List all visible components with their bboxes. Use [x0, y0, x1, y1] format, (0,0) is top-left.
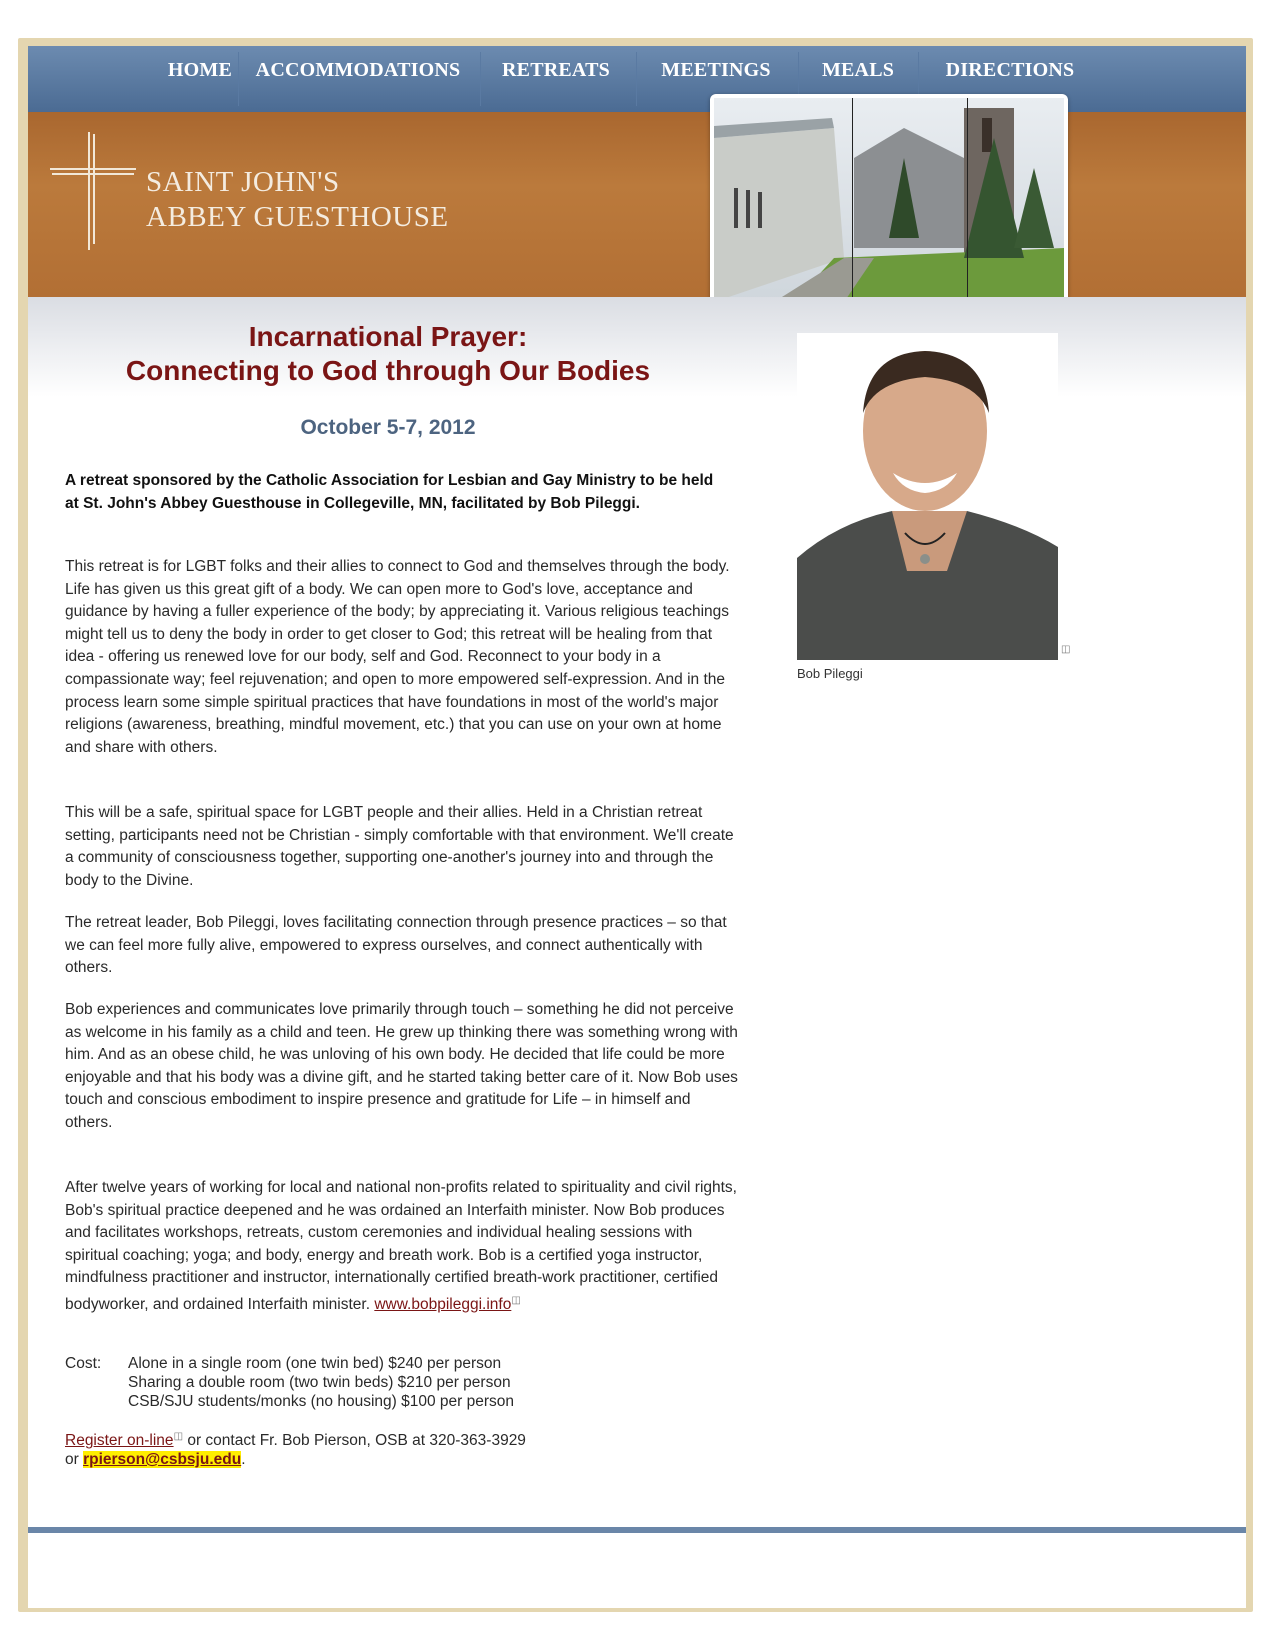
register-link[interactable]: Register on-line [65, 1432, 174, 1450]
paragraph-5-text: After twelve years of working for local and national non-profits related to spirituality and civil rights, Bob's spiritual practice deepened and he was ordained an Interfaith minister. Now Bob produces and facilitates workshops, retreats, custom ceremonies and individual healing sessions with spiritual coaching; yoga; and body, energy and breath work. Bob is a certified yoga instructor, mindfulness practitioner and instructor, internationally certified breath-work practitioner, certified bodyworker, and ordained Interfaith minister. [65, 1179, 737, 1314]
external-link-icon: ◫ [173, 1431, 184, 1442]
nav-accommodations[interactable]: ACCOMMODATIONS [255, 59, 461, 81]
paragraph-4: Bob experiences and communicates love primarily through touch – something he did not perceive as welcome in his family as a child and teen. He grew up thinking there was something wrong with him. And as an obese child, he was unloving of his own body. He decided that life could be more enjoyable and that his body was a divine gift, and he started taking better care of it. Now Bob uses touch and conscious embodiment to inspire presence and gratitude for Life – in himself and others. [65, 1001, 738, 1131]
website-link[interactable]: www.bobpileggi.info [374, 1296, 512, 1314]
photo-caption: Bob Pileggi [797, 666, 863, 681]
email-link[interactable]: rpierson@csbsju.edu [83, 1451, 242, 1468]
cost-line-students: CSB/SJU students/monks (no housing) $100 per person [128, 1393, 514, 1410]
nav-meals[interactable]: MEALS [821, 59, 895, 81]
contact-text: or contact Fr. Bob Pierson, OSB at 320-363-3929 [183, 1432, 526, 1450]
footer-bar [28, 1527, 1246, 1533]
nav-directions[interactable]: DIRECTIONS [945, 59, 1075, 81]
bob-pileggi-photo[interactable] [797, 333, 1058, 660]
cross-icon [50, 132, 136, 250]
external-link-icon: ◫ [1061, 644, 1071, 655]
page-title-line-2: Connecting to God through Our Bodies [125, 355, 651, 386]
external-link-icon: ◫ [511, 1294, 521, 1306]
cost-line-single: Alone in a single room (one twin bed) $240 per person [128, 1355, 502, 1372]
paragraph-1: This retreat is for LGBT folks and their allies to connect to God and themselves through the body. Life has given us this great gift of a body. We can open more to God's love, acceptance and guidance by having a fuller experience of the body; by appreciating it. Various religious teachings might tell us to deny the body in order to get closer to God; this retreat will be healing from that idea - offering us renewed love for our body, self and God. Reconnect to your body in a compassionate way; feel rejuvenation; and open to more empowered self-expression. And in the process learn some simple spiritual practices that have foundations in most of the world's major religions (awareness, breathing, mindful movement, etc.) that you can use on your own at home and share with others. [65, 558, 730, 756]
period: . [241, 1451, 246, 1468]
nav-home[interactable]: HOME [167, 59, 233, 81]
nav-separator [636, 52, 637, 106]
nav-separator [238, 52, 239, 106]
event-date: October 5-7, 2012 [300, 416, 476, 439]
paragraph-5 [65, 1177, 740, 1317]
contact-line-1 [65, 1431, 526, 1450]
or-text: or [65, 1451, 84, 1468]
cost-line-double: Sharing a double room (two twin beds) $210 per person [128, 1374, 511, 1391]
nav-separator [480, 52, 481, 106]
page-title-line-1: Incarnational Prayer: [248, 321, 528, 352]
page [28, 46, 1246, 1608]
contact-line-2 [65, 1451, 246, 1469]
lead-paragraph: A retreat sponsored by the Catholic Association for Lesbian and Gay Ministry to be held at St. John's Abbey Guesthouse in Collegeville, MN, facilitated by Bob Pileggi. [65, 472, 714, 512]
nav-retreats[interactable]: RETREATS [502, 59, 610, 81]
brand-line-2[interactable]: ABBEY GUESTHOUSE [146, 201, 449, 233]
guesthouse-photo [714, 98, 1064, 302]
paragraph-3: The retreat leader, Bob Pileggi, loves facilitating connection through presence practices – so that we can feel more fully alive, empowered to express ourselves, and connect authentically with others. [65, 914, 727, 977]
header-photo [710, 94, 1068, 306]
paragraph-2: This will be a safe, spiritual space for LGBT people and their allies. Held in a Christian retreat setting, participants need not be Christian - simply comfortable with that environment. We'll create a community of consciousness together, supporting one-another's journey into and through the body to the Divine. [65, 804, 734, 889]
nav-meetings[interactable]: MEETINGS [661, 59, 771, 81]
portrait-image [797, 333, 1058, 660]
brand-line-1[interactable]: SAINT JOHN'S [146, 166, 340, 198]
cost-label: Cost: [65, 1355, 102, 1372]
